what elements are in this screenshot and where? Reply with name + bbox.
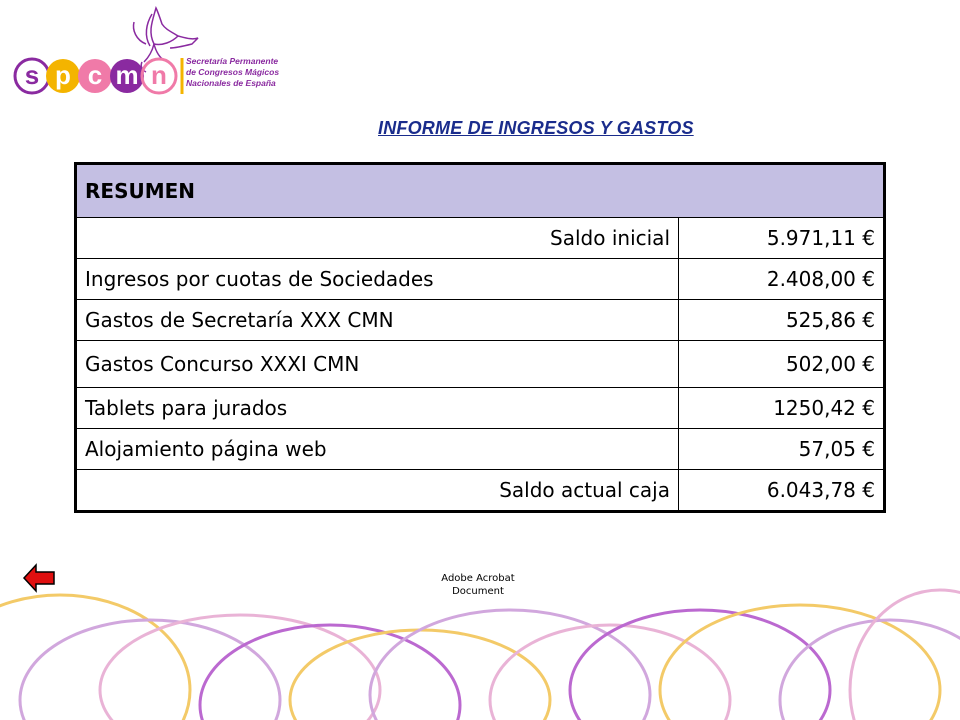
row-label-gastos-concurso: Gastos Concurso XXXI CMN [76, 341, 679, 388]
svg-text:c: c [87, 60, 103, 90]
row-label-ingresos-cuotas: Ingresos por cuotas de Sociedades [76, 259, 679, 300]
row-value-alojamiento-web: 57,05 € [679, 429, 885, 470]
pdf-attachment-line-2: Document [452, 586, 504, 597]
table-row [76, 218, 885, 259]
logo-tagline-line-1: Secretaría Permanente [186, 56, 279, 66]
back-button[interactable] [22, 562, 56, 598]
row-value-saldo-actual: 6.043,78 € [679, 470, 885, 512]
row-value-tablets: 1250,42 € [679, 388, 885, 429]
table-row [76, 300, 885, 341]
svg-text:m: m [115, 60, 139, 90]
logo-tagline-line-2: de Congresos Mágicos [186, 67, 280, 77]
row-label-saldo-inicial: Saldo inicial [76, 218, 679, 259]
svg-text:s: s [24, 60, 40, 90]
row-value-saldo-inicial: 5.971,11 € [679, 218, 885, 259]
logo-tagline [186, 56, 279, 89]
back-arrow-icon [22, 562, 56, 594]
row-label-tablets: Tablets para jurados [76, 388, 679, 429]
pdf-attachment-line-1: Adobe Acrobat [441, 573, 515, 584]
table-row [76, 341, 885, 388]
svg-text:p: p [55, 60, 71, 90]
row-label-saldo-actual: Saldo actual caja [76, 470, 679, 512]
summary-header-row [76, 164, 885, 218]
svg-text:n: n [151, 60, 167, 90]
row-value-ingresos-cuotas: 2.408,00 € [679, 259, 885, 300]
table-row [76, 429, 885, 470]
table-row [76, 388, 885, 429]
row-value-gastos-concurso: 502,00 € [679, 341, 885, 388]
row-value-gastos-secretaria: 525,86 € [679, 300, 885, 341]
row-label-gastos-secretaria: Gastos de Secretaría XXX CMN [76, 300, 679, 341]
pdf-attachment[interactable] [430, 572, 526, 598]
summary-table [74, 162, 886, 513]
table-row [76, 259, 885, 300]
row-label-alojamiento-web: Alojamiento página web [76, 429, 679, 470]
summary-header: RESUMEN [76, 164, 885, 218]
report-title: INFORME DE INGRESOS Y GASTOS [378, 118, 694, 138]
spcmn-logo [6, 0, 296, 100]
table-row [76, 470, 885, 512]
logo-tagline-line-3: Nacionales de España [186, 78, 276, 88]
